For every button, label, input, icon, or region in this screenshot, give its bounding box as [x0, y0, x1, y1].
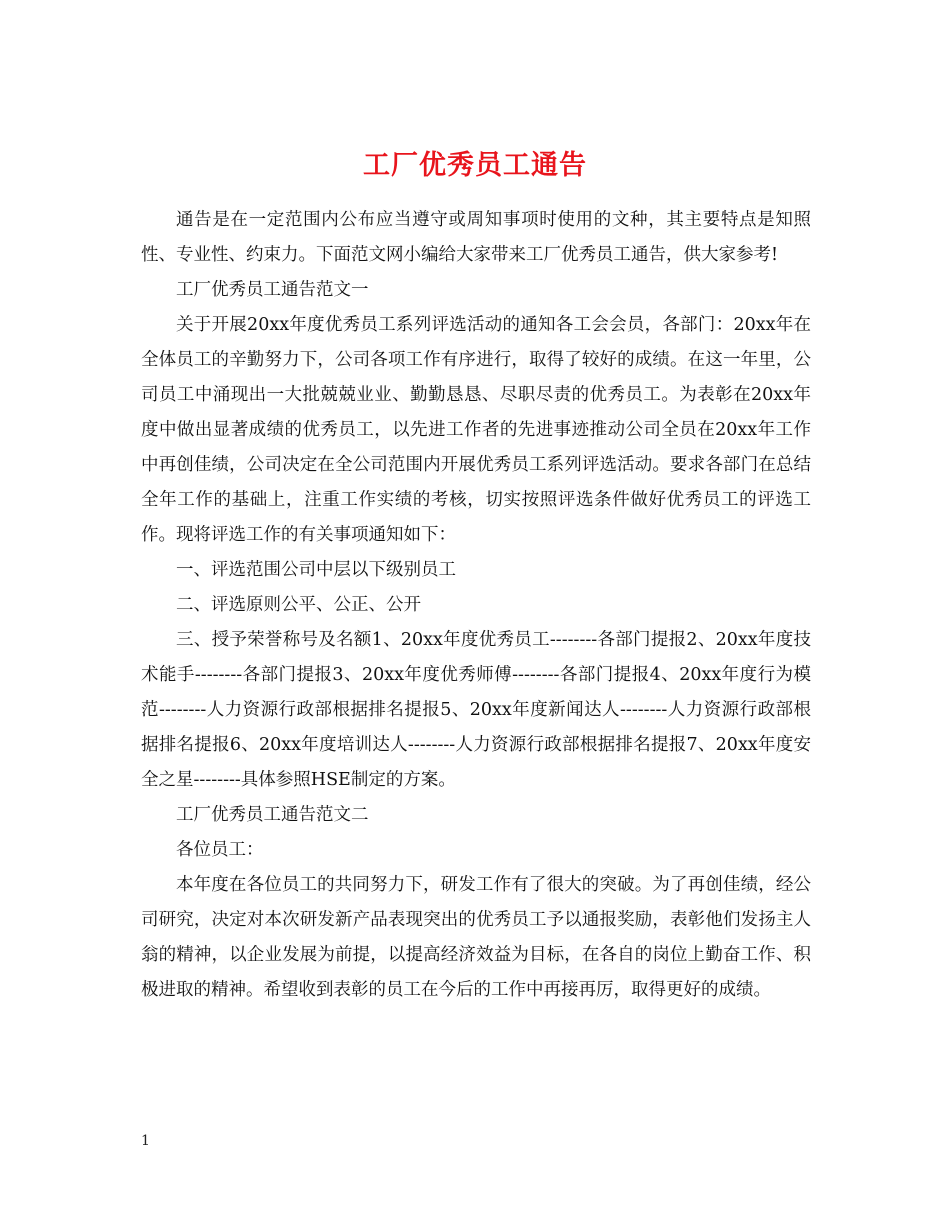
selection-principle-item: 二、评选原则公平、公正、公开 [176, 595, 421, 615]
honor-titles-item: 三、授予荣誉称号及名额1、20xx年度优秀员工--------各部门提报2、20xx年度技术能手--------各部门提报3、20xx年度优秀师傅--------各部门提报4、20xx年度行为模范--------人力资源行政部根据排名提报5、20xx年度新闻达人--------人力资源行政部根据排名提报6、20xx年度培训达人--------人力资源行政部根据排名提报7、20xx年度安全之星--------具体参照HSE制定的方案。 [141, 630, 811, 790]
notice-paragraph: 关于开展20xx年度优秀员工系列评选活动的通知各工会会员，各部门：20xx年在全体员工的辛勤努力下，公司各项工作有序进行，取得了较好的成绩。在这一年里，公司员工中涌现出一大批兢兢业业、勤勤恳恳、尽职尽责的优秀员工。为表彰在20xx年度中做出显著成绩的优秀员工，以先进工作者的先进事迹推动公司全员在20xx年工作中再创佳绩，公司决定在全公司范围内开展优秀员工系列评选活动。要求各部门在总结全年工作的基础上，注重工作实绩的考核，切实按照评选条件做好优秀员工的评选工作。现将评选工作的有关事项通知如下： [141, 315, 811, 545]
document-title: 工厂优秀员工通告 [363, 150, 587, 182]
commendation-paragraph: 本年度在各位员工的共同努力下，研发工作有了很大的突破。为了再创佳绩，经公司研究，决定对本次研发新产品表现突出的优秀员工予以通报奖励，表彰他们发扬主人翁的精神，以企业发展为前提，以提高经济效益为目标，在各自的岗位上勤奋工作、积极进取的精神。希望收到表彰的员工在今后的工作中再接再厉，取得更好的成绩。 [141, 875, 811, 1000]
salutation-paragraph: 各位员工： [176, 840, 264, 860]
section-heading-sample-two: 工厂优秀员工通告范文二 [176, 805, 369, 825]
intro-paragraph: 通告是在一定范围内公布应当遵守或周知事项时使用的文种，其主要特点是知照性、专业性、约束力。下面范文网小编给大家带来工厂优秀员工通告，供大家参考! [141, 210, 811, 265]
page-number: 1 [141, 1133, 150, 1149]
document-body [141, 203, 811, 1008]
selection-scope-item: 一、评选范围公司中层以下级别员工 [176, 560, 456, 580]
section-heading-sample-one: 工厂优秀员工通告范文一 [176, 280, 369, 300]
